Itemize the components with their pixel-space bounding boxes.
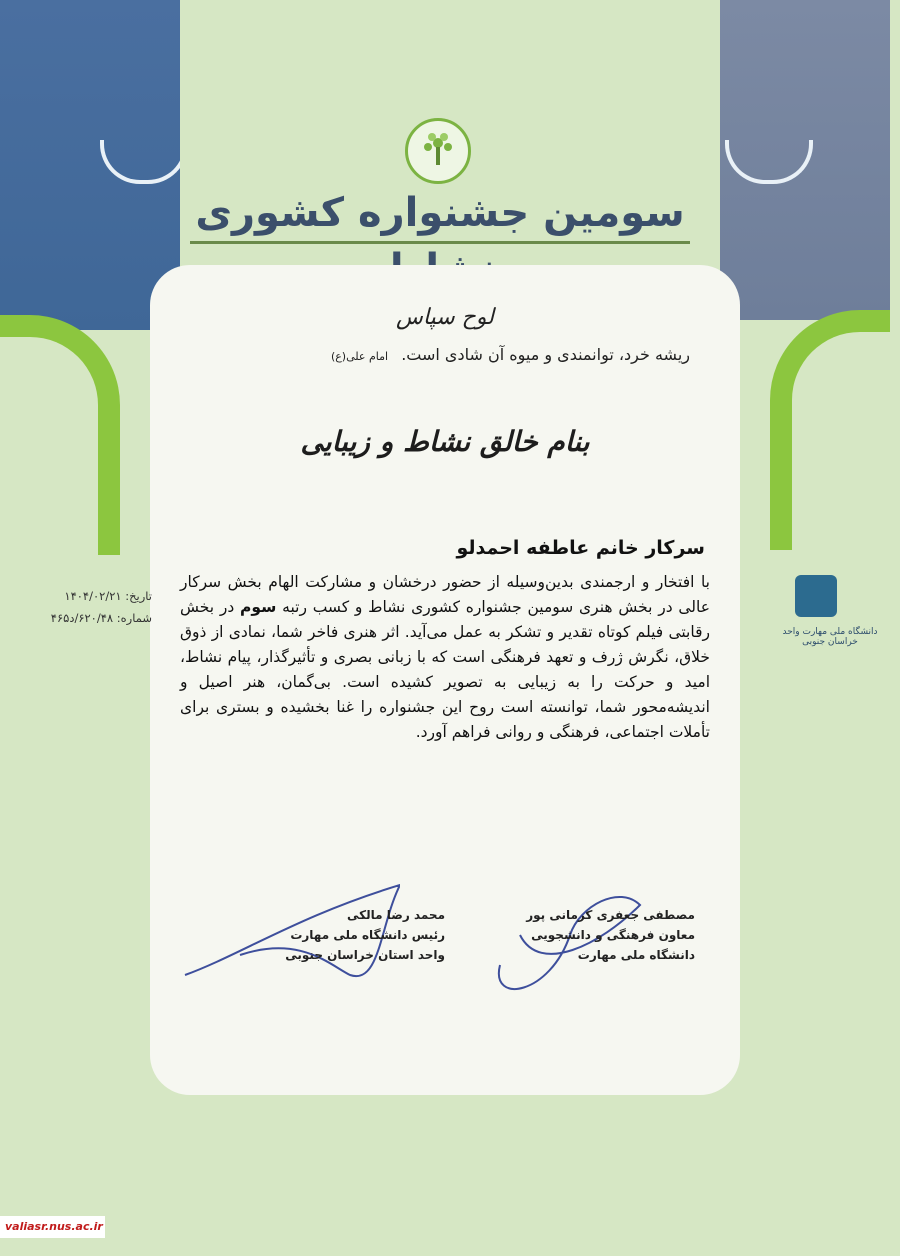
rank: سوم [240,598,277,616]
date-value: ۱۴۰۴/۰۲/۲۱ [64,589,122,603]
festival-title: سومین جشنواره کشوری [190,185,690,244]
plaque-label: لوح سپاس [396,305,494,330]
university-logo-label: دانشگاه ملی مهارت واحد خراسان جنوبی [782,627,878,647]
signer-title: رئیس دانشگاه ملی مهارت [290,928,445,942]
date-label: تاریخ: [125,589,152,603]
university-emblem-icon [795,575,837,617]
signature-block-right [495,905,695,965]
recipient-name: سرکار خانم عاطفه احمدلو [456,537,705,559]
date-row [12,585,152,607]
signer-name: مصطفی جعفری کرمانی پور [526,908,695,922]
quote-attribution: امام علی(ع) [330,350,389,363]
number-value: ۶۲۰/۴۸/د۴۶۵ [50,611,114,625]
signer-title: معاون فرهنگی و دانشجویی [531,928,695,942]
body-part-2: در بخش رقابتی فیلم کوتاه تقدیر و تشکر به عمل می‌آید. اثر هنری فاخر شما، نمادی از ذوق خلاق، نگرش ژرف و تعهد فرهنگی است که با زبانی بصری و تأثیرگذار، پیام نشاط، امید و حرکت را به زیبایی به تصویر کشیده است. بی‌گمان، هنر اصیل و اندیشه‌محور شما، توانسته است روح این جشنواره را غنا بخشیده و بستری برای تأملات اجتماعی، فرهنگی و روانی فراهم آورد. [180,598,710,741]
festival-tree-logo-icon [405,118,471,184]
number-label: شماره: [116,611,152,625]
signer-name: محمد رضا مالکی [347,908,445,922]
university-logo [780,565,880,655]
signer-organization: دانشگاه ملی مهارت [577,948,695,962]
signature-block-left [245,905,445,965]
right-green-bar [770,310,890,550]
certificate-body [180,570,710,745]
body-part-1: با افتخار و ارجمندی بدین‌وسیله از حضور درخشان و مشارکت الهام بخش سرکار عالی در بخش هنری سومین جشنواره کشوری نشاط و کسب رتبه [180,573,710,616]
document-meta [12,585,152,629]
quote-text: ریشه خرد، توانمندی و میوه آن شادی است. [401,345,690,364]
quote [240,345,690,364]
certificate-card [150,265,740,1095]
number-row [12,607,152,629]
tree-icon [408,121,468,181]
signer-organization: واحد استان خراسان جنوبی [285,948,445,962]
site-watermark: valiasr.nus.ac.ir [0,1216,105,1238]
left-green-bar [0,315,120,555]
bismillah: بنام خالق نشاط و زیبایی [300,425,590,458]
